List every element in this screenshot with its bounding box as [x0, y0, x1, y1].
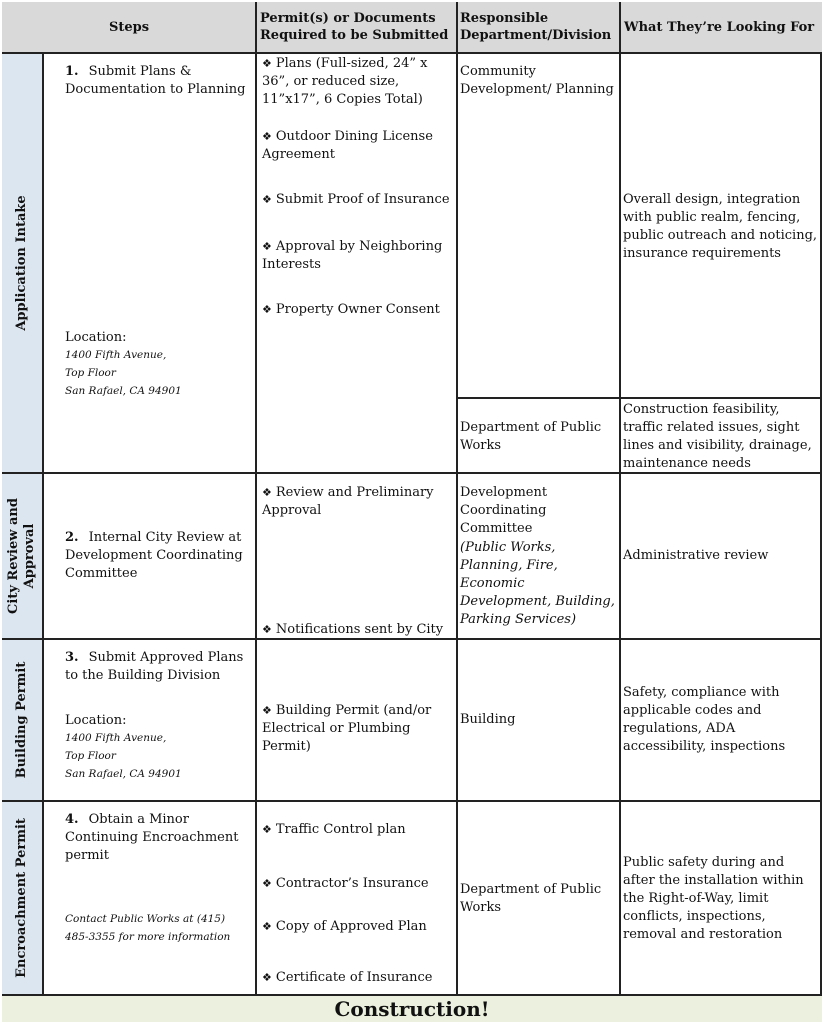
- divider: [42, 52, 44, 996]
- divider: [456, 397, 822, 399]
- step-4-contact: Contact Public Works at (415) 485-3355 for more information: [65, 913, 231, 943]
- section-encroachment-label: Encroachment Permit: [14, 818, 29, 978]
- section-building-label: Building Permit: [14, 661, 29, 779]
- looking-planning: Overall design, integration with public realm, fencing, public outreach and noticing, insurance requirements: [623, 192, 818, 261]
- permit-item: ❖ Property Owner Consent: [262, 301, 454, 319]
- permit-item: ❖ Certificate of Insurance: [262, 969, 454, 987]
- looking-encroachment: Public safety during and after the installation within the Right-of-Way, limit conflicts, inspections, removal and restoration: [623, 855, 804, 942]
- dept-public-works: Department of Public Works: [460, 420, 602, 453]
- header-steps: Steps: [2, 2, 256, 52]
- section-encroachment-bar: [2, 802, 42, 994]
- dept-dcc-detail: (Public Works, Planning, Fire, Economic Development, Building, Parking Services): [460, 540, 615, 627]
- divider: [619, 2, 621, 996]
- divider: [2, 52, 822, 54]
- looking-review: Administrative review: [623, 548, 769, 563]
- looking-public-works: Construction feasibility, traffic related issues, sight lines and visibility, drainage, maintenance needs: [623, 402, 812, 471]
- section-review-label: City Review and Approval: [6, 498, 37, 614]
- permit-item: ❖ Notifications sent by City: [262, 621, 454, 639]
- dept-encroachment: Department of Public Works: [460, 882, 602, 915]
- header-looking-for: What They’re Looking For: [620, 2, 822, 52]
- permit-item: ❖ Plans (Full-sized, 24” x 36”, or reduced size, 11”x17”, 6 Copies Total): [262, 55, 454, 109]
- permit-item: ❖ Review and Preliminary Approval: [262, 484, 454, 520]
- section-review-bar: [2, 474, 42, 638]
- permit-item: ❖ Approval by Neighboring Interests: [262, 238, 454, 274]
- permit-item: ❖ Traffic Control plan: [262, 821, 454, 839]
- section-intake-bar: [2, 54, 42, 472]
- section-building-bar: [2, 640, 42, 800]
- dept-dcc: Development Coordinating Committee: [460, 485, 548, 536]
- step-1: 1. Submit Plans & Documentation to Planning: [65, 64, 246, 97]
- permit-item: ❖ Outdoor Dining License Agreement: [262, 128, 454, 164]
- permit-item: ❖ Building Permit (and/or Electrical or Plumbing Permit): [262, 702, 454, 756]
- construction-banner: Construction!: [2, 996, 822, 1022]
- step-3: 3. Submit Approved Plans to the Building Division: [65, 650, 244, 683]
- looking-building: Safety, compliance with applicable codes and regulations, ADA accessibility, inspections: [623, 685, 786, 754]
- dept-building: Building: [460, 712, 516, 727]
- step-1-address: 1400 Fifth Avenue, Top Floor San Rafael, CA 94901: [65, 349, 182, 397]
- permit-item: ❖ Copy of Approved Plan: [262, 918, 454, 936]
- divider: [255, 2, 257, 996]
- dept-planning: Community Development/ Planning: [460, 64, 614, 97]
- step-4: 4. Obtain a Minor Continuing Encroachment permit: [65, 812, 239, 863]
- step-3-location-label: Location:: [65, 713, 127, 728]
- header-department: Responsible Department/Division: [456, 2, 620, 52]
- permit-item: ❖ Submit Proof of Insurance: [262, 191, 454, 209]
- step-2: 2. Internal City Review at Development Coordinating Committee: [65, 530, 243, 581]
- step-1-location-label: Location:: [65, 330, 127, 345]
- divider: [2, 800, 822, 802]
- permit-item: ❖ Contractor’s Insurance: [262, 875, 454, 893]
- header-permits: Permit(s) or Documents Required to be Submitted: [256, 2, 456, 52]
- divider: [456, 2, 458, 996]
- step-3-address: 1400 Fifth Avenue, Top Floor San Rafael, CA 94901: [65, 732, 182, 780]
- section-intake-label: Application Intake: [14, 195, 29, 331]
